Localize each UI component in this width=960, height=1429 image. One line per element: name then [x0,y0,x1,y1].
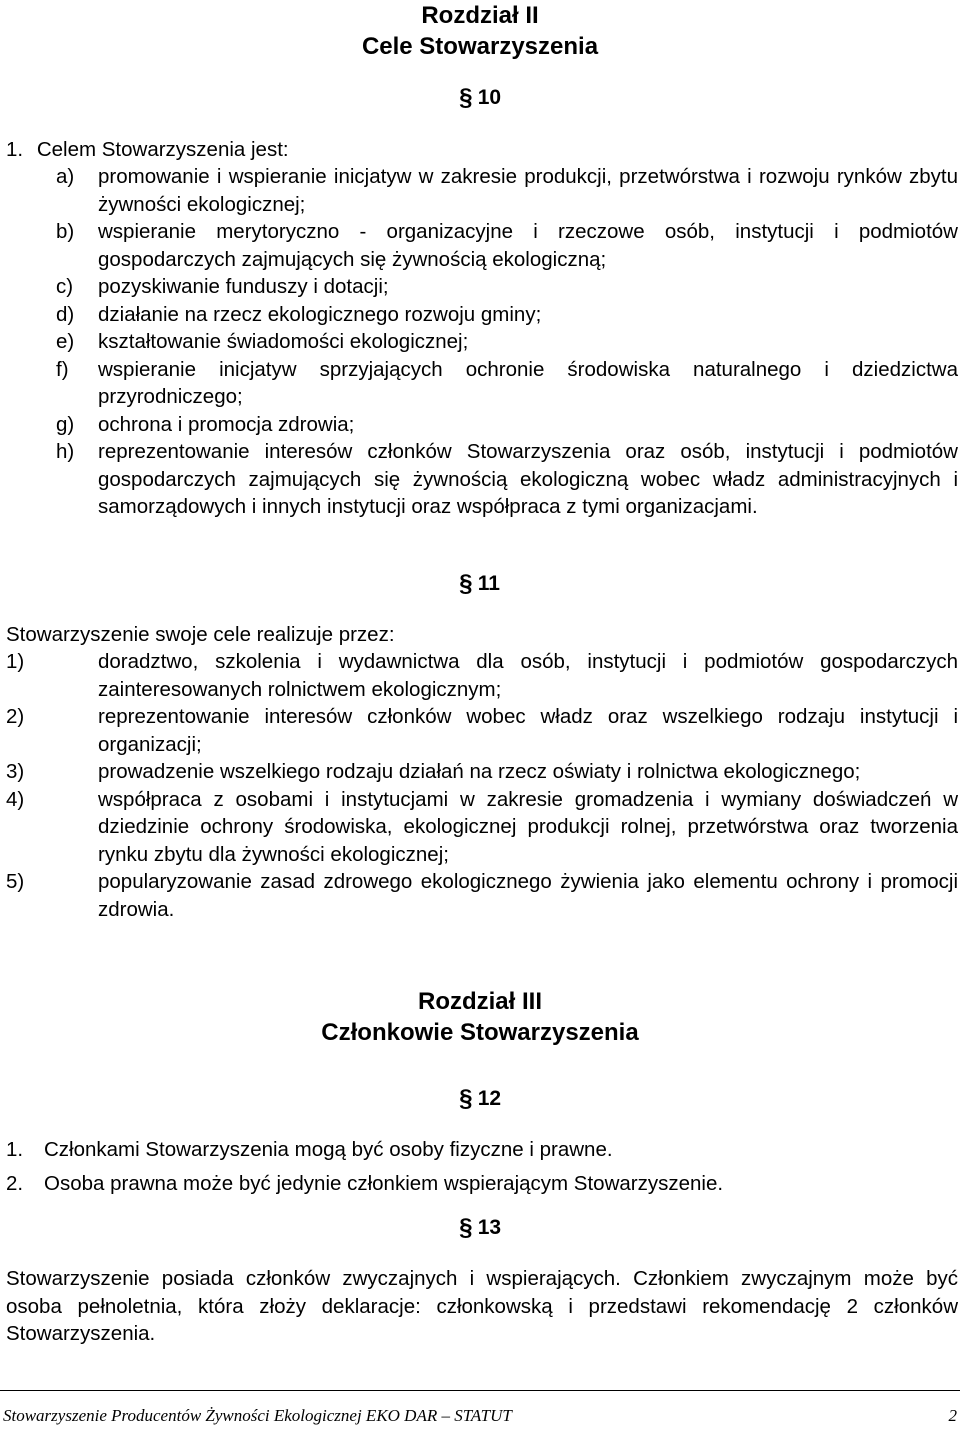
list-item [56,273,958,301]
item-label: e) [56,330,75,353]
section-13-heading [460,1214,501,1242]
list-item [56,411,958,439]
item-text: kształtowanie świadomości ekologicznej; [98,330,469,353]
item-text: reprezentowanie interesów członków Stowarzyszenia oraz osób, instytucji i podmiotów gospodarczych zajmujących się żywnością ekologiczną wobec władz administracyjnych i samorządowych i innych instytucji oraz współpraca z tymi organizacjami. [98,440,958,518]
section-number: 12 [477,1087,502,1110]
item-text: promowanie i wspieranie inicjatyw w zakresie produkcji, przetwórstwa i rozwoju rynków zbytu żywności ekologicznej; [98,165,958,216]
list-item [6,758,958,786]
chapter-subtitle: Cele Stowarzyszenia [361,33,599,60]
list-item [56,438,958,521]
page-footer [0,1390,960,1427]
item-text: doradztwo, szkolenia i wydawnictwa dla osób, instytucji i podmiotów gospodarczych zainteresowanych rolnictwem ekologicznym; [98,650,958,701]
list-item [56,328,958,356]
section-12-heading [460,1085,501,1113]
item-label: 5) [6,870,25,893]
list-item [6,786,958,869]
section-number: 11 [477,572,500,595]
section-symbol: § [459,1085,473,1112]
list-item [56,356,958,411]
item-label: h) [56,440,75,463]
item-label: d) [56,302,75,326]
list-item [6,1136,958,1164]
section-symbol: § [459,84,473,111]
item-text: prowadzenie wszelkiego rodzaju działań na rzecz oświaty i rolnictwa ekologicznego; [98,760,861,783]
chapter-3-heading [0,986,960,1048]
section-12-list [6,1136,958,1197]
item-text: współpraca z osobami i instytucjami w zakresie gromadzenia i wymiany doświadczeń w dziedzinie ochrony środowiska, ekologicznej produkcji rolnej, przetwórstwa oraz tworzenia rynku zbytu dla żywności ekologicznej; [98,787,958,866]
item-text: Osoba prawna może być jedynie członkiem wspierającym Stowarzyszenie. [44,1171,724,1195]
item-label: 1. [6,1138,24,1161]
item-label: c) [56,275,74,298]
section-number: 13 [477,1216,502,1239]
section-10-heading [460,84,501,112]
item-label: 3) [6,760,25,783]
list-item [6,868,958,923]
intro-number: 1. [6,138,24,161]
chapter-title: Rozdział III [417,988,542,1015]
item-text: Członkami Stowarzyszenia mogą być osoby fizyczne i prawne. [44,1138,613,1161]
chapter-title: Rozdział II [421,2,539,29]
item-text: działanie na rzecz ekologicznego rozwoju gminy; [98,302,542,326]
footer-title: Stowarzyszenie Producentów Żywności Ekologicznej EKO DAR – STATUT [3,1406,512,1425]
intro-text: Celem Stowarzyszenia jest: [36,138,289,161]
item-text: ochrona i promocja zdrowia; [98,412,355,436]
item-label: g) [56,412,75,436]
item-text: wspieranie inicjatyw sprzyjających ochronie środowiska naturalnego i dziedzictwa przyrodniczego; [98,357,958,408]
item-label: b) [56,220,75,243]
page-number: 2 [948,1406,957,1425]
list-item [56,301,958,329]
item-text: wspieranie merytoryczno - organizacyjne i rzeczowe osób, instytucji i podmiotów gospodarczych zajmujących się żywnością ekologiczną; [98,220,958,271]
item-label: f) [56,357,69,381]
item-text: popularyzowanie zasad zdrowego ekologicznego żywienia jako elementu ochrony i promocji zdrowia. [98,870,958,921]
section-symbol: § [459,570,473,597]
item-label: 2. [6,1171,24,1195]
section-13-text: Stowarzyszenie posiada członków zwyczajnych i wspierających. Członkiem zwyczajnym może być osoba pełnoletnia, która złoży deklaracje: członkowską i przedstawi rekomendację 2 członków Stowarzyszenia. [6,1267,958,1345]
item-label: 4) [6,787,25,811]
section-number: 10 [477,86,502,109]
list-item [56,163,958,218]
section-symbol: § [459,1214,473,1241]
item-label: 1) [6,650,25,673]
list-item [6,1170,958,1198]
section-10-intro [6,136,289,164]
section-11-heading [460,570,500,598]
section-11-list [6,648,958,923]
item-label: a) [56,165,75,188]
chapter-2-heading [0,0,960,62]
item-text: reprezentowanie interesów członków wobec władz oraz wszelkiego rodzaju instytucji i organizacji; [98,705,958,756]
list-item [6,648,958,703]
section-10-list [56,163,958,521]
chapter-subtitle: Członkowie Stowarzyszenia [321,1019,639,1046]
list-item [56,218,958,273]
list-item [6,703,958,758]
item-label: 2) [6,705,25,728]
section-11-intro: Stowarzyszenie swoje cele realizuje przez: [6,623,395,646]
item-text: pozyskiwanie funduszy i dotacji; [98,275,389,298]
